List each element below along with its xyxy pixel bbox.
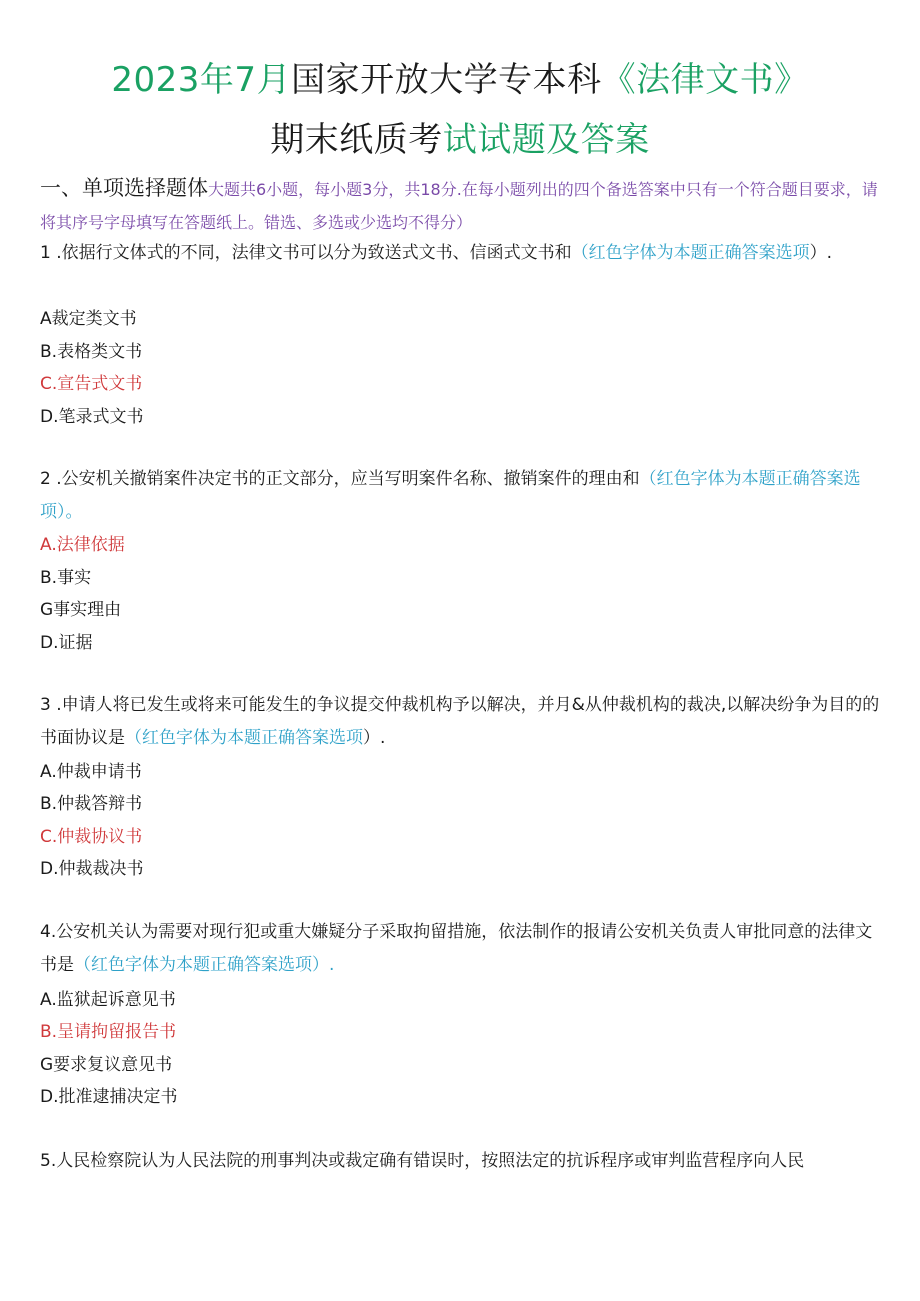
question-3-option-b: B.仲裁答辩书	[40, 794, 143, 814]
question-2-stem	[40, 463, 880, 529]
question-4-option-a: A.监狱起诉意见书	[40, 990, 176, 1010]
question-1-option-a: A裁定类文书	[40, 309, 137, 329]
question-5-stem	[40, 1145, 880, 1178]
question-3-stem	[40, 689, 880, 755]
question-stem-text: 4.公安机关认为需要对现行犯或重大嫌疑分子采取拘留措施，依法制作的报请公安机关负责人审批同意的法律文书是	[40, 922, 873, 975]
section-heading-label: 一、单项选择题体	[40, 176, 208, 200]
question-stem-text: 2 .公安机关撤销案件决定书的正文部分，应当写明案件名称、撤销案件的理由和	[40, 469, 640, 489]
question-3-option-a: A.仲裁申请书	[40, 762, 142, 782]
question-3-option-d: D.仲裁裁决书	[40, 859, 144, 879]
question-2-option-d: D.证据	[40, 633, 93, 653]
section-instruction: 大题共6小题，每小题3分，共18分.在每小题列出的四个备选答案中只有一个符合题目要求，请将其序号字母填写在答题纸上。错选、多选或少选均不得分）	[40, 180, 878, 232]
question-1-stem	[40, 237, 880, 270]
question-stem-tail: ）.	[363, 728, 386, 748]
question-4-option-b-correct: B.呈请拘留报告书	[40, 1022, 177, 1042]
question-stem-tail: ）.	[809, 243, 833, 263]
question-stem-text: 5.人民检察院认为人民法院的刑事判决或裁定确有错误时，按照法定的抗诉程序或审判监营程序向人民	[40, 1151, 805, 1171]
title-date: 2023年7月	[111, 60, 292, 100]
question-stem-text: 1 .依据行文体式的不同，法律文书可以分为致送式文书、信函式文书和	[40, 243, 572, 263]
question-4-stem	[40, 916, 880, 982]
question-1-option-b: B.表格类文书	[40, 342, 143, 362]
title-course: 《法律文书》	[601, 60, 809, 100]
question-1-option-d: D.笔录式文书	[40, 407, 144, 427]
document-title-line-1	[0, 52, 920, 101]
document-title-line-2	[0, 112, 920, 161]
question-4-option-d: D.批准逮捕决定书	[40, 1087, 178, 1107]
answer-hint: （红色字体为本题正确答案选项	[571, 243, 810, 263]
question-2-option-a-correct: A.法律依据	[40, 535, 125, 555]
question-2-option-b: B.事实	[40, 568, 92, 588]
section-heading	[40, 172, 880, 239]
answer-hint: （红色字体为本题正确答案选项）.	[74, 955, 335, 975]
title-suffix: 试试题及答案	[442, 120, 650, 160]
question-4-option-c: G要求复议意见书	[40, 1055, 173, 1075]
answer-hint: （红色字体为本题正确答案选项）。	[40, 469, 861, 522]
answer-hint: （红色字体为本题正确答案选项	[125, 728, 363, 748]
question-stem-text: 3 .申请人将已发生或将来可能发生的争议提交仲裁机构予以解决，并月&从仲裁机构的裁决,以解决纷争为目的的书面协议是	[40, 695, 880, 748]
title-institution: 国家开放大学专本科	[291, 60, 602, 100]
question-1-option-c-correct: C.宣告式文书	[40, 374, 143, 394]
title-exam-type: 期末纸质考	[270, 120, 443, 160]
question-3-option-c-correct: C.仲裁协议书	[40, 827, 143, 847]
question-2-option-c: G事实理由	[40, 600, 122, 620]
